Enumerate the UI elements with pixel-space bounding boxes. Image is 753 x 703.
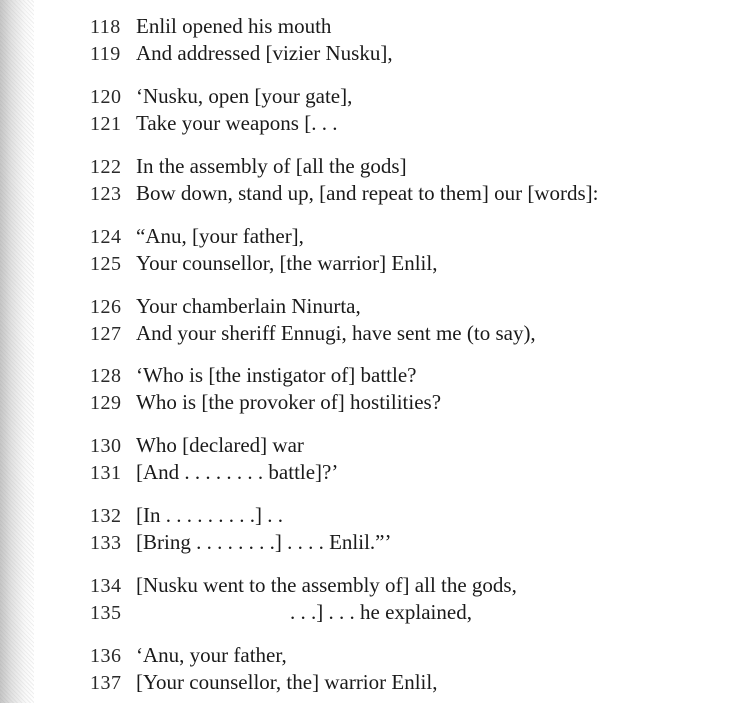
line-number: 124	[90, 226, 122, 248]
line-number: 133	[90, 532, 122, 554]
verse-line-124	[0, 223, 753, 250]
line-number: 126	[90, 296, 122, 318]
verse-line-135	[0, 599, 753, 626]
verse-text: ‘Who is [the instigator of] battle?	[136, 363, 417, 387]
line-number: 130	[90, 435, 122, 457]
line-number: 121	[90, 113, 122, 135]
line-number: 119	[90, 43, 121, 65]
couplet-122-123	[0, 153, 753, 207]
verse-text: Enlil opened his mouth	[136, 14, 332, 38]
couplet-128-129	[0, 362, 753, 416]
couplet-124-125	[0, 223, 753, 277]
verse-line-127	[0, 320, 753, 347]
line-number: 135	[90, 602, 122, 624]
couplet-130-131	[0, 432, 753, 486]
verse-text: Who [declared] war	[136, 433, 304, 457]
couplet-132-133	[0, 502, 753, 556]
verse-text: [Your counsellor, the] warrior Enlil,	[136, 670, 438, 694]
verse-line-123	[0, 180, 753, 207]
verse-line-130	[0, 432, 753, 459]
verse-line-131	[0, 459, 753, 486]
verse-text: Your counsellor, [the warrior] Enlil,	[136, 251, 438, 275]
verse-text: Bow down, stand up, [and repeat to them] our [words]:	[136, 181, 599, 205]
couplet-134-135	[0, 572, 753, 626]
verse-text: [Nusku went to the assembly of] all the gods,	[136, 573, 517, 597]
verse-text: ‘Anu, your father,	[136, 643, 287, 667]
line-number: 120	[90, 86, 122, 108]
verse-line-126	[0, 293, 753, 320]
line-number: 137	[90, 672, 122, 694]
verse-text: ‘Nusku, open [your gate],	[136, 84, 353, 108]
verse-line-137	[0, 669, 753, 696]
line-number: 129	[90, 392, 122, 414]
verse-line-128	[0, 362, 753, 389]
couplet-126-127	[0, 293, 753, 347]
line-number: 127	[90, 323, 122, 345]
verse-line-125	[0, 250, 753, 277]
verse-line-132	[0, 502, 753, 529]
line-number: 128	[90, 365, 122, 387]
couplet-120-121	[0, 83, 753, 137]
verse-text: And addressed [vizier Nusku],	[136, 41, 393, 65]
line-number: 118	[90, 16, 121, 38]
line-number: 131	[90, 462, 122, 484]
couplet-118-119	[0, 13, 753, 67]
verse-text: [And . . . . . . . . battle]?’	[136, 460, 339, 484]
verse-text: Take your weapons [. . .	[136, 111, 338, 135]
line-number: 122	[90, 156, 122, 178]
verse-text: “Anu, [your father],	[136, 224, 304, 248]
verse-line-129	[0, 389, 753, 416]
verse-text: . . .] . . . he explained,	[290, 600, 472, 624]
verse-text: [In . . . . . . . . .] . .	[136, 503, 283, 527]
line-number: 134	[90, 575, 122, 597]
line-number: 123	[90, 183, 122, 205]
verse-line-133	[0, 529, 753, 556]
verse-line-134	[0, 572, 753, 599]
verse-text: Your chamberlain Ninurta,	[136, 294, 361, 318]
verse-line-120	[0, 83, 753, 110]
verse-line-136	[0, 642, 753, 669]
verse-line-121	[0, 110, 753, 137]
verse-text: [Bring . . . . . . . .] . . . . Enlil.”’	[136, 530, 392, 554]
verse-line-119	[0, 40, 753, 67]
verse-line-118	[0, 13, 753, 40]
verse-text: And your sheriff Ennugi, have sent me (to say),	[136, 321, 536, 345]
line-number: 132	[90, 505, 122, 527]
verse-line-122	[0, 153, 753, 180]
verse-text: Who is [the provoker of] hostilities?	[136, 390, 442, 414]
line-number: 125	[90, 253, 122, 275]
couplet-136-137	[0, 642, 753, 696]
verse-text: In the assembly of [all the gods]	[136, 154, 407, 178]
line-number: 136	[90, 645, 122, 667]
